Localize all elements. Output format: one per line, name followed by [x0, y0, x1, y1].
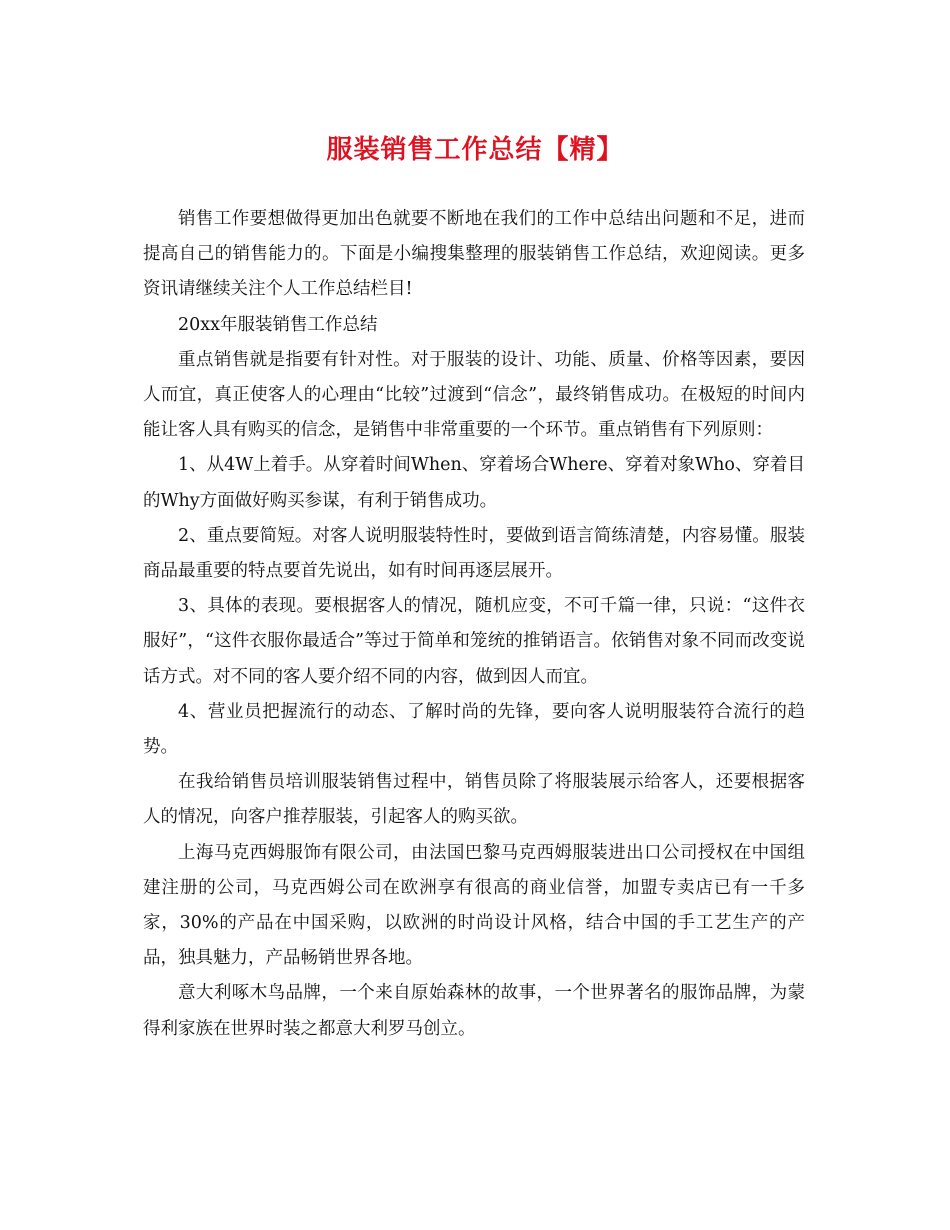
paragraph-intro: 销售工作要想做得更加出色就要不断地在我们的工作中总结出问题和不足，进而提高自己的销售能力的。下面是小编搜集整理的服装销售工作总结，欢迎阅读。更多资讯请继续关注个人工作总结栏目!: [143, 209, 805, 300]
paragraph-training: 在我给销售员培训服装销售过程中，销售员除了将服装展示给客人，还要根据客人的情况，向客户推荐服装，引起客人的购买欲。: [143, 772, 805, 828]
paragraph-principle-1: 1、从4W上着手。从穿着时间When、穿着场合Where、穿着对象Who、穿着目的Why方面做好购买参谋，有利于销售成功。: [143, 455, 805, 511]
paragraph-key-selling: 重点销售就是指要有针对性。对于服装的设计、功能、质量、价格等因素，要因人而宜，真正使客人的心理由“比较”过渡到“信念”，最终销售成功。在极短的时间内能让客人具有购买的信念，是销售中非常重要的一个环节。重点销售有下列原则：: [143, 349, 805, 441]
paragraph-principle-2: 2、重点要简短。对客人说明服装特性时，要做到语言简练清楚，内容易懂。服装商品最重要的特点要首先说出，如有时间再逐层展开。: [143, 525, 805, 582]
paragraph-maxim: 上海马克西姆服饰有限公司，由法国巴黎马克西姆服装进出口公司授权在中国组建注册的公司，马克西姆公司在欧洲享有很高的商业信誉，加盟专卖店已有一千多家，30%的产品在中国采购，以欧洲的时尚设计风格，结合中国的手工艺生产的产品，独具魅力，产品畅销世界各地。: [143, 842, 805, 969]
paragraph-principle-3: 3、具体的表现。要根据客人的情况，随机应变，不可千篇一律，只说：“这件衣服好”，“这件衣服你最适合”等过于简单和笼统的推销语言。依销售对象不同而改变说话方式。对不同的客人要介绍不同的内容，做到因人而宜。: [143, 596, 805, 687]
paragraph-woodpecker: 意大利啄木鸟品牌，一个来自原始森林的故事，一个世界著名的服饰品牌，为蒙得利家族在世界时装之都意大利罗马创立。: [143, 983, 805, 1039]
paragraph-subtitle: 20xx年服装销售工作总结: [178, 314, 378, 335]
document-title: 服装销售工作总结【精】: [326, 135, 624, 165]
document-body: [143, 202, 805, 1047]
paragraph-principle-4: 4、营业员把握流行的动态、了解时尚的先锋，要向客人说明服装符合流行的趋势。: [143, 701, 805, 758]
